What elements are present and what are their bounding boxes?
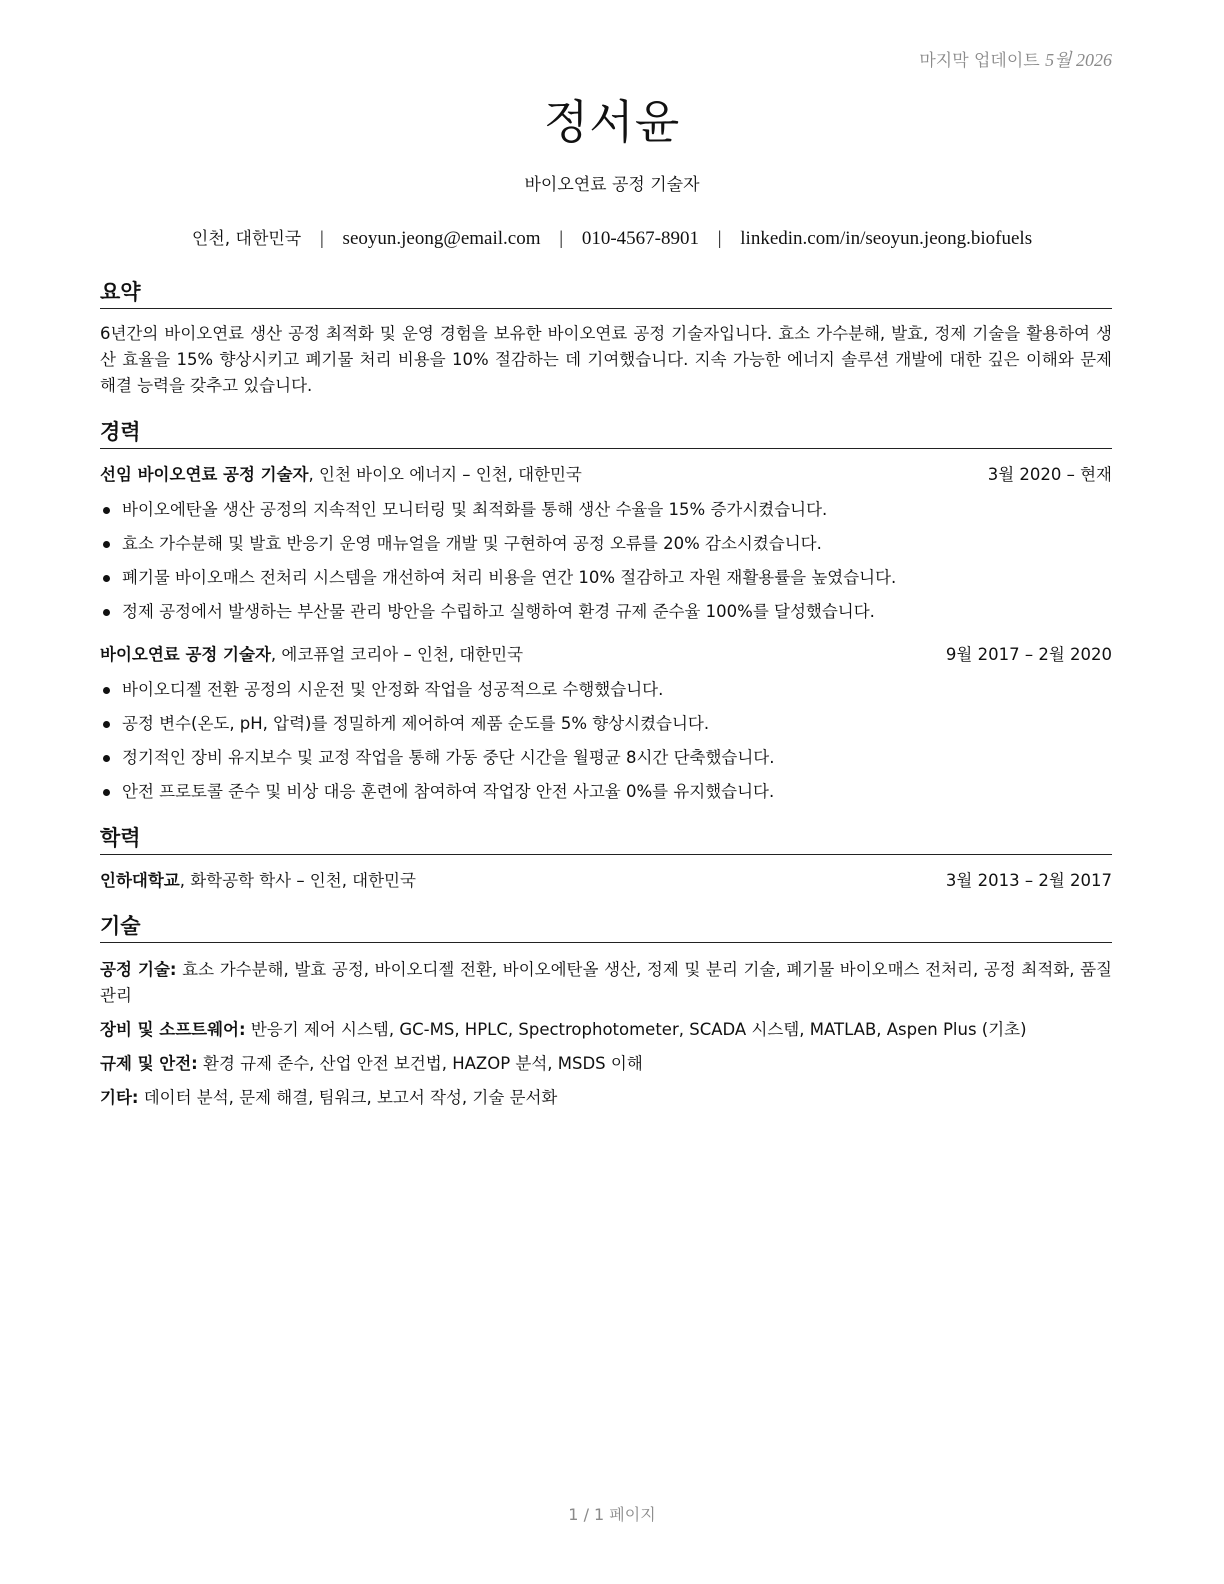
contact-separator: | bbox=[559, 228, 564, 249]
skill-value: 환경 규제 준수, 산업 안전 보건법, HAZOP 분석, MSDS 이해 bbox=[197, 1054, 643, 1073]
job-bullet: 폐기물 바이오매스 전처리 시스템을 개선하여 처리 비용을 연간 10% 절감하고 자원 재활용률을 높였습니다. bbox=[100, 561, 1112, 595]
page-indicator: 1 / 1 페이지 bbox=[568, 1505, 656, 1524]
skill-value: 효소 가수분해, 발효 공정, 바이오디젤 전환, 바이오에탄올 생산, 정제 및 분리 기술, 폐기물 바이오매스 전처리, 공정 최적화, 품질 관리 bbox=[100, 960, 1112, 1005]
last-updated-label: 마지막 업데이트 bbox=[919, 51, 1040, 71]
job-dates: 9월 2017 – 2월 2020 bbox=[945, 645, 1112, 664]
education-title: 학력 bbox=[100, 822, 1112, 855]
contact-separator: | bbox=[319, 228, 324, 249]
contact-phone[interactable]: 010-4567-8901 bbox=[581, 228, 699, 249]
job-bullets bbox=[100, 493, 1112, 629]
skills-section bbox=[100, 910, 1112, 1119]
job-bullet: 안전 프로토콜 준수 및 비상 대응 훈련에 참여하여 작업장 안전 사고율 0%를 유지했습니다. bbox=[100, 775, 1112, 809]
contact-line bbox=[0, 224, 1224, 250]
job-entry bbox=[100, 643, 1112, 809]
candidate-name: 정서윤 bbox=[543, 95, 681, 149]
skill-label: 기타: bbox=[100, 1088, 139, 1107]
job-bullet: 정제 공정에서 발생하는 부산물 관리 방안을 수립하고 실행하여 환경 규제 준수율 100%를 달성했습니다. bbox=[100, 595, 1112, 629]
contact-location: 인천, 대한민국 bbox=[191, 229, 302, 249]
job-company-location: , 인천 바이오 에너지 – 인천, 대한민국 bbox=[308, 465, 582, 484]
contact-email[interactable]: seoyun.jeong@email.com bbox=[342, 228, 541, 249]
skill-label: 규제 및 안전: bbox=[100, 1054, 198, 1073]
last-updated bbox=[919, 46, 1112, 72]
job-title-line bbox=[100, 463, 582, 487]
experience-title: 경력 bbox=[100, 416, 1112, 449]
job-bullet: 정기적인 장비 유지보수 및 교정 작업을 통해 가동 중단 시간을 월평균 8시간 단축했습니다. bbox=[100, 741, 1112, 775]
job-header bbox=[100, 643, 1112, 667]
skill-label: 공정 기술: bbox=[100, 960, 177, 979]
contact-separator: | bbox=[717, 228, 722, 249]
job-entry bbox=[100, 463, 1112, 629]
skill-line bbox=[100, 957, 1112, 1009]
summary-title: 요약 bbox=[100, 276, 1112, 309]
job-dates: 3월 2020 – 현재 bbox=[987, 465, 1112, 484]
job-role: 선임 바이오연료 공정 기술자 bbox=[100, 465, 309, 484]
job-bullet: 공정 변수(온도, pH, 압력)를 정밀하게 제어하여 제품 순도를 5% 향상시켰습니다. bbox=[100, 707, 1112, 741]
education-degree-location: , 화학공학 학사 – 인천, 대한민국 bbox=[179, 871, 416, 890]
summary-text: 6년간의 바이오연료 생산 공정 최적화 및 운영 경험을 보유한 바이오연료 공정 기술자입니다. 효소 가수분해, 발효, 정제 기술을 활용하여 생산 효율을 15% 향상시키고 폐기물 처리 비용을 10% 절감하는 데 기여했습니다. 지속 가능한 에너지 솔루션 개발에 대한 깊은 이해와 문제 해결 능력을 갖추고 있습니다. bbox=[100, 324, 1112, 395]
job-bullet: 바이오에탄올 생산 공정의 지속적인 모니터링 및 최적화를 통해 생산 수율을 15% 증가시켰습니다. bbox=[100, 493, 1112, 527]
summary-section bbox=[100, 276, 1112, 399]
job-bullets bbox=[100, 673, 1112, 809]
last-updated-date: 5월 2026 bbox=[1045, 50, 1112, 70]
skill-line bbox=[100, 1085, 1112, 1111]
job-title-line bbox=[100, 643, 523, 667]
job-bullet: 효소 가수분해 및 발효 반응기 운영 매뉴얼을 개발 및 구현하여 공정 오류를 20% 감소시켰습니다. bbox=[100, 527, 1112, 561]
skills-title: 기술 bbox=[100, 910, 1112, 943]
job-bullet: 바이오디젤 전환 공정의 시운전 및 안정화 작업을 성공적으로 수행했습니다. bbox=[100, 673, 1112, 707]
skill-line bbox=[100, 1051, 1112, 1077]
education-dates: 3월 2013 – 2월 2017 bbox=[945, 871, 1112, 890]
education-entry bbox=[100, 869, 1112, 893]
education-line bbox=[100, 869, 416, 893]
education-section bbox=[100, 822, 1112, 893]
contact-linkedin[interactable]: linkedin.com/in/seoyun.jeong.biofuels bbox=[740, 228, 1033, 249]
skill-value: 데이터 분석, 문제 해결, 팀워크, 보고서 작성, 기술 문서화 bbox=[138, 1088, 558, 1107]
experience-section bbox=[100, 416, 1112, 809]
skill-line bbox=[100, 1017, 1112, 1043]
education-school: 인하대학교 bbox=[100, 871, 180, 890]
job-header bbox=[100, 463, 1112, 487]
skill-value: 반응기 제어 시스템, GC-MS, HPLC, Spectrophotometer, SCADA 시스템, MATLAB, Aspen Plus (기초) bbox=[245, 1020, 1027, 1039]
job-role: 바이오연료 공정 기술자 bbox=[100, 645, 271, 664]
job-company-location: , 에코퓨얼 코리아 – 인천, 대한민국 bbox=[270, 645, 524, 664]
skills-list bbox=[100, 957, 1112, 1111]
candidate-headline: 바이오연료 공정 기술자 bbox=[524, 175, 700, 195]
skill-label: 장비 및 소프트웨어: bbox=[100, 1020, 246, 1039]
